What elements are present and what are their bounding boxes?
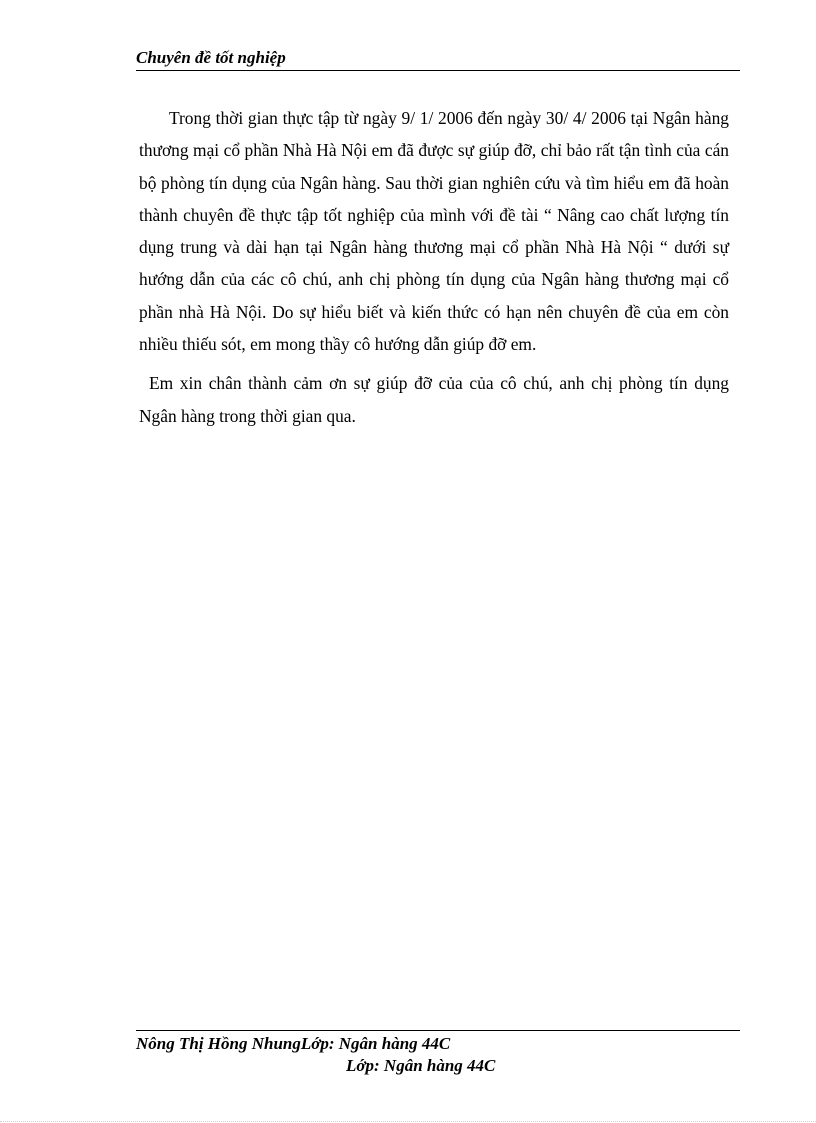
page-bottom-border — [0, 1121, 816, 1122]
header-title: Chuyên đề tốt nghiệp — [136, 48, 286, 67]
paragraph-acknowledgement: Trong thời gian thực tập từ ngày 9/ 1/ 2006 đến ngày 30/ 4/ 2006 tại Ngân hàng thương mại cổ phần Nhà Hà Nội em đã được sự giúp đỡ, chỉ bảo rất tận tình của cán bộ phòng tín dụng của Ngân hàng. Sau thời gian nghiên cứu và tìm hiểu em đã hoàn thành chuyên đề thực tập tốt nghiệp của mình với đề tài “ Nâng cao chất lượng tín dụng trung và dài hạn tại Ngân hàng thương mại cổ phần Nhà Hà Nội “ dưới sự hướng dẫn của các cô chú, anh chị phòng tín dụng của Ngân hàng thương mại cổ phần nhà Hà Nội. Do sự hiểu biết và kiến thức có hạn nên chuyên đề của em còn nhiều thiếu sót, em mong thầy cô hướng dẫn giúp đỡ em. — [139, 108, 729, 355]
footer-author-class: Nông Thị Hồng NhungLớp: Ngân hàng 44C — [136, 1034, 451, 1053]
document-body — [139, 102, 729, 432]
paragraph-thanks: Em xin chân thành cảm ơn sự giúp đỡ của của cô chú, anh chị phòng tín dụng Ngân hàng trong thời gian qua. — [139, 373, 729, 426]
footer-class: Lớp: Ngân hàng 44C — [346, 1056, 496, 1075]
page-header — [136, 46, 740, 71]
footer-divider — [136, 1030, 740, 1031]
